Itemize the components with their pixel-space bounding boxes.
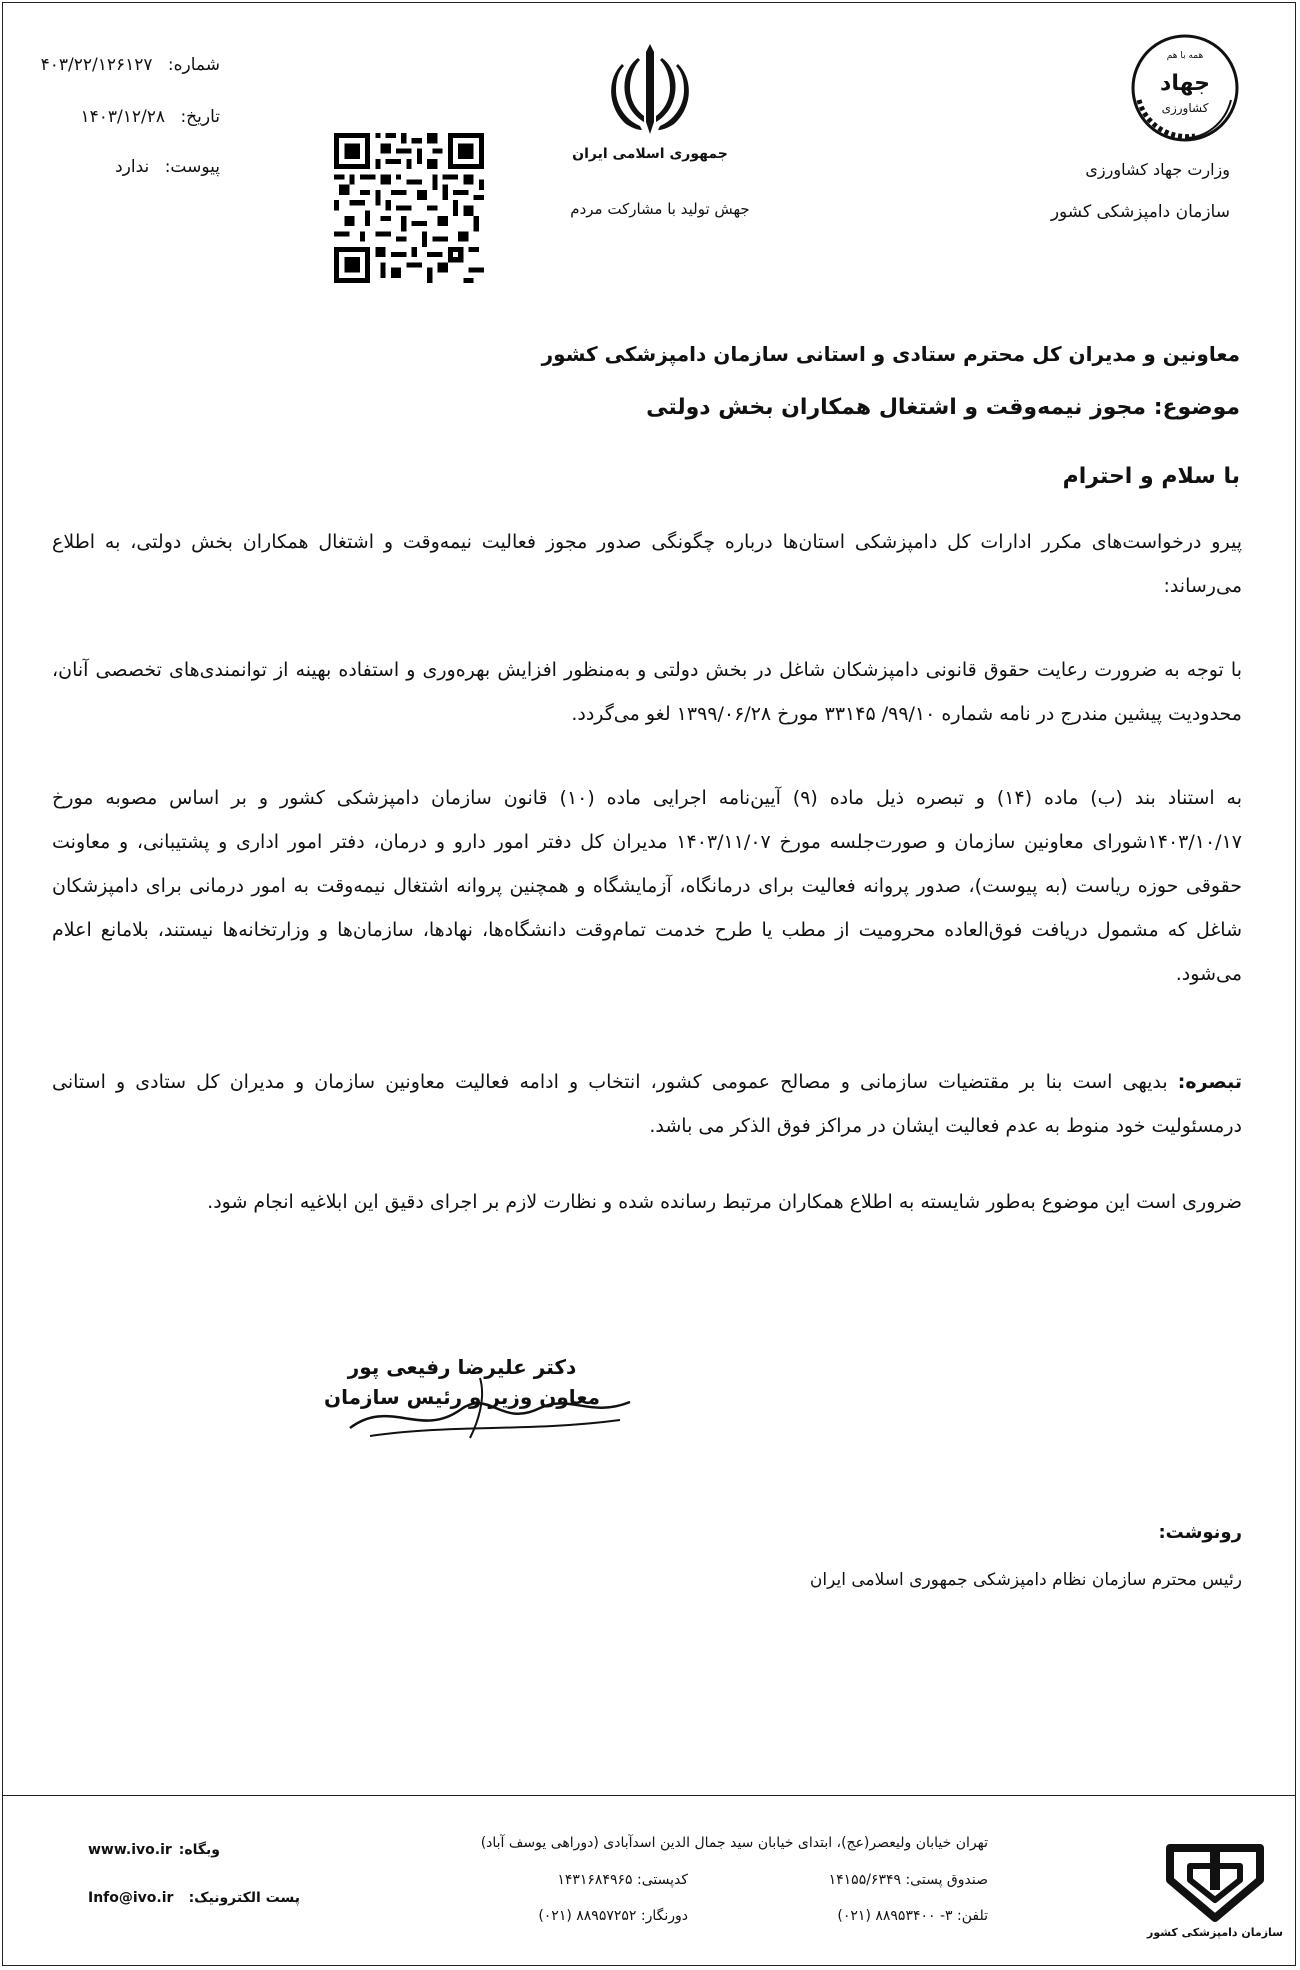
ministry-name: وزارت جهاد کشاورزی: [1085, 160, 1230, 179]
ivo-logo-icon: [1147, 1830, 1283, 1940]
iran-emblem-icon: [600, 38, 700, 138]
greeting: با سلام و احترام: [1062, 464, 1240, 489]
organization-name: سازمان دامپزشکی کشور: [1050, 202, 1230, 222]
paragraph-2: با توجه به ضرورت رعایت حقوق قانونی دامپزشکان شاغل در بخش دولتی و به‌منظور افزایش بهره‌وری و استفاده بهینه از توانمندی‌های تخصصی آنان، محدودیت پیشین مندرج در نامه شماره ۹۹/۱۰/ ۳۳۱۴۵ مورخ ۱۳۹۹/۰۶/۲۸ لغو می‌گردد.: [52, 659, 1242, 725]
letter-number-value: ۴۰۳/۲۲/۱۲۶۱۲۷: [40, 55, 153, 75]
logo-text-sub: کشاورزی: [1161, 101, 1209, 115]
signature-block: [324, 1355, 600, 1409]
logo-text-top: همه با هم: [1166, 51, 1204, 61]
letter-attachment-value: ندارد: [115, 157, 150, 177]
subject-line: موضوع: مجوز نیمه‌وقت و اشتغال همکاران بخش دولتی: [646, 395, 1240, 420]
letter-date: [81, 107, 220, 127]
footer-address: تهران خیابان ولیعصر(عج)، ابتدای خیابان سید جمال الدین اسدآبادی (دوراهی یوسف آباد): [480, 1835, 988, 1851]
footer-email[interactable]: Info@ivo.ir: [88, 1890, 174, 1906]
footer-fax: دورنگار: ۸۸۹۵۷۲۵۲ (۰۲۱): [538, 1908, 688, 1924]
footer-divider: [2, 1795, 1296, 1796]
ivo-logo-text: سازمان دامپزشکی کشور: [1147, 1926, 1283, 1939]
motto: جهش تولید با مشارکت مردم: [570, 200, 750, 218]
footer-website[interactable]: www.ivo.ir: [88, 1842, 172, 1858]
signatory-name: دکتر علیرضا رفیعی پور: [347, 1355, 577, 1379]
letter-attachment-label: پیوست:: [164, 157, 220, 177]
note-label: تبصره:: [1177, 1071, 1242, 1093]
paragraph-5: ضروری است این موضوع به‌طور شایسته به اطلاع همکاران مرتبط رسانده شده و نظارت لازم بر اجرای دقیق این ابلاغیه انجام شود.: [207, 1191, 1242, 1213]
jahad-keshavarzi-logo-icon: [1125, 28, 1245, 148]
letter-date-label: تاریخ:: [180, 107, 220, 127]
qr-code-icon: [334, 133, 484, 283]
note-text: بدیهی است بنا بر مقتضیات سازمانی و مصالح عمومی کشور، انتخاب و ادامه فعالیت معاونین سازمان و مدیران کل ستادی و استانی درمسئولیت خود منوط به عدم فعالیت ایشان در مراکز فوق الذکر می باشد.: [52, 1071, 1242, 1137]
footer-email-label: پست الکترونیک:: [188, 1890, 300, 1906]
paragraph-1: پیرو درخواست‌های مکرر ادارات کل دامپزشکی استان‌ها درباره چگونگی صدور مجوز فعالیت نیمه‌وقت و اشتغال همکاران بخش دولتی، به اطلاع می‌رساند:: [52, 531, 1242, 597]
note-paragraph: [52, 1060, 1242, 1148]
emblem-caption: جمهوری اسلامی ایران: [572, 146, 728, 162]
footer-phone: تلفن: ۳- ۸۸۹۵۳۴۰۰ (۰۲۱): [837, 1908, 988, 1924]
footer-website-label: وبگاه:: [178, 1842, 220, 1858]
footer-postal-code: کدپستی: ۱۴۳۱۶۸۴۹۶۵: [557, 1872, 688, 1888]
paragraph-3: به استناد بند (ب) ماده (۱۴) و تبصره ذیل ماده (۹) آیین‌نامه اجرایی ماده (۱۰) قانون سازمان دامپزشکی کشور و بر اساس مصوبه مورخ ۱۴۰۳/۱۰/۱۷شورای معاونین سازمان و صورت‌جلسه مورخ ۱۴۰۳/۱۱/۰۷ مدیران کل دفتر امور دارو و درمان، دفتر امور اداری و پشتیبانی، و معاونت حقوقی حوزه ریاست (به پیوست)، صدور پروانه فعالیت برای درمانگاه، آزمایشگاه و همچنین پروانه اشتغال نیمه‌وقت به امور درمانی برای دامپزشکان شاغل که مشمول دریافت فوق‌العاده محرومیت از مطب یا طرح خدمت تمام‌وقت دانشگاه‌ها، نهادها، سازمان‌ها و وزارتخانه‌ها نیستند، بلامانع اعلام می‌شود.: [52, 787, 1242, 985]
cc-title: رونوشت:: [1158, 1522, 1242, 1543]
addressee: معاونین و مدیران کل محترم ستادی و استانی سازمان دامپزشکی کشور: [541, 342, 1240, 366]
footer-po-box: صندوق پستی: ۱۴۱۵۵/۶۳۴۹: [828, 1872, 988, 1888]
letter-attachment: [115, 157, 220, 177]
letter-number-label: شماره:: [167, 55, 220, 75]
logo-text-main: جهاد: [1160, 71, 1210, 96]
signatory-title: معاون وزیر و رئیس سازمان: [324, 1385, 600, 1409]
letter-date-value: ۱۴۰۳/۱۲/۲۸: [80, 107, 166, 127]
cc-recipient: رئیس محترم سازمان نظام دامپزشکی جمهوری اسلامی ایران: [809, 1570, 1242, 1590]
letter-number: [41, 55, 220, 75]
